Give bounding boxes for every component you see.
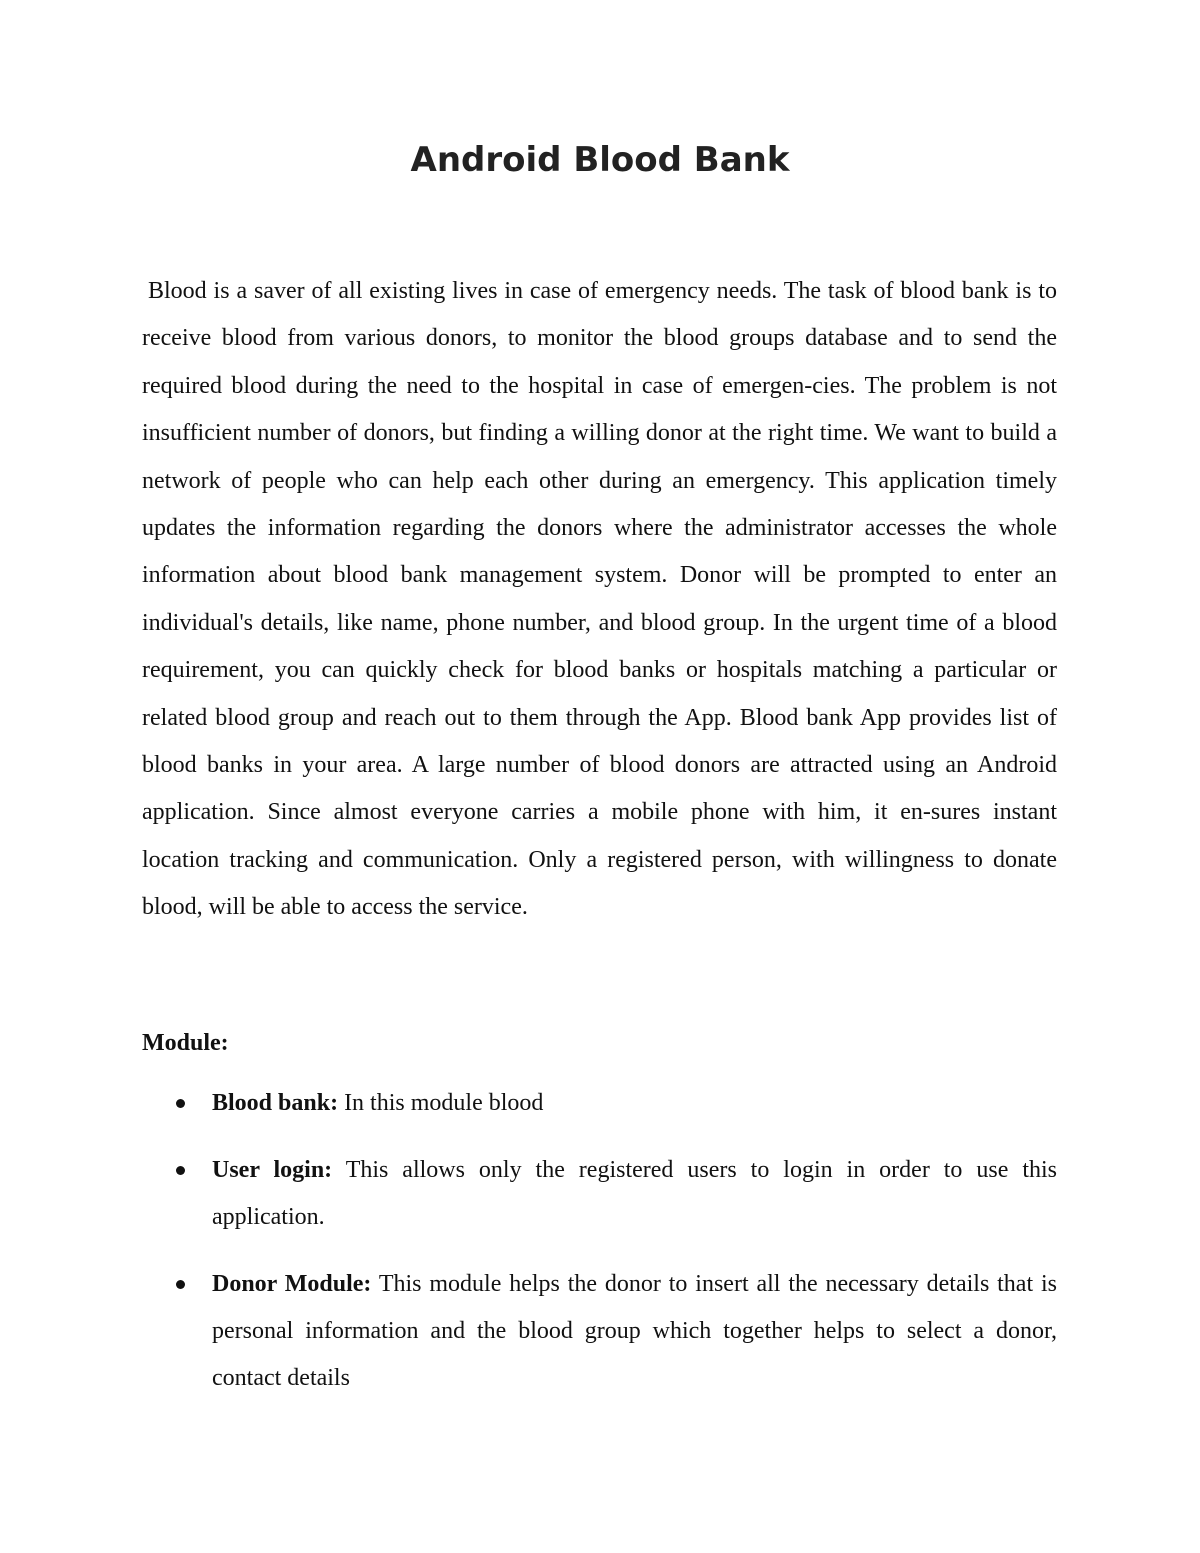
module-description: This module helps the donor to insert all the necessary details that is personal information and the blood group which together helps to select a donor, contact details	[212, 1271, 1057, 1391]
document-title: Android Blood Bank	[410, 140, 790, 180]
module-list	[142, 1080, 1057, 1422]
module-label: Blood bank:	[212, 1090, 339, 1116]
module-item-donor-module	[142, 1261, 1057, 1402]
module-item-user-login	[142, 1147, 1057, 1241]
module-heading: Module:	[142, 1030, 229, 1056]
module-label: Donor Module:	[212, 1271, 372, 1297]
module-item-blood-bank	[142, 1080, 1057, 1127]
module-label: User login:	[212, 1157, 333, 1183]
module-description: This allows only the registered users to login in order to use this application.	[212, 1157, 1058, 1230]
module-description: In this module blood	[338, 1090, 544, 1116]
bullet-icon	[176, 1280, 185, 1289]
intro-paragraph: Blood is a saver of all existing lives in case of emergency needs. The task of blood bank is to receive blood from various donors, to monitor the blood groups database and to send the required blood during the need to the hospital in case of emergen-cies. The problem is not insufficient number of donors, but finding a willing donor at the right time. We want to build a network of people who can help each other during an emergency. This application timely updates the information regarding the donors where the administrator accesses the whole information about blood bank management system. Donor will be prompted to enter an individual's details, like name, phone number, and blood group. In the urgent time of a blood requirement, you can quickly check for blood banks or hospitals matching a particular or related blood group and reach out to them through the App. Blood bank App provides list of blood banks in your area. A large number of blood donors are attracted using an Android application. Since almost everyone carries a mobile phone with him, it en-sures instant location tracking and communication. Only a registered person, with willingness to donate blood, will be able to access the service.	[142, 278, 1057, 921]
bullet-icon	[176, 1166, 185, 1175]
bullet-icon	[176, 1099, 185, 1108]
